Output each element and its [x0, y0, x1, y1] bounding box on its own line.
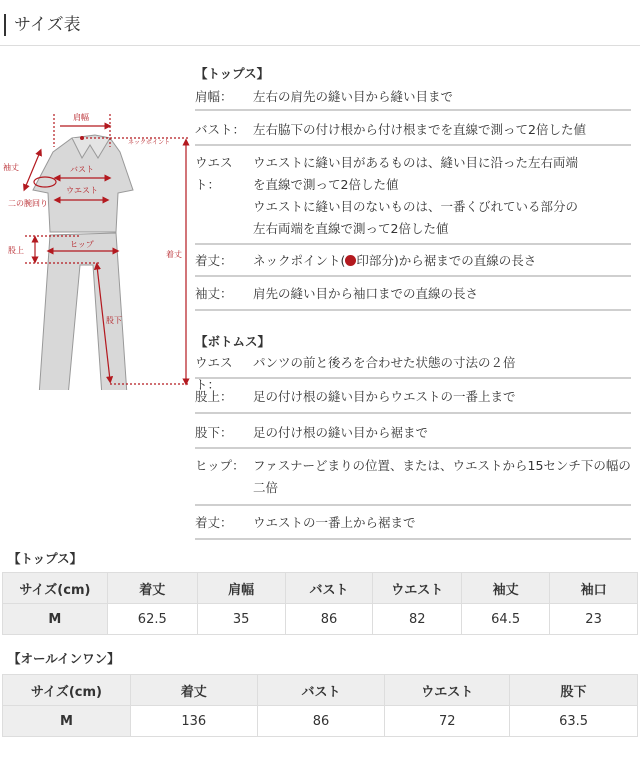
definition-line: 二倍: [253, 480, 279, 495]
divider: [0, 45, 640, 46]
bottoms-heading: 【ボトムス】: [195, 334, 271, 349]
definition-label: 着丈：: [195, 515, 233, 530]
definition-text: [253, 283, 633, 305]
definition-label: 着丈：: [195, 253, 233, 268]
definition-line: ウエストに縫い目のないものは、一番くびれている部分の: [253, 199, 579, 214]
table-cell: 86: [285, 604, 373, 635]
column-header: 着丈: [130, 675, 257, 706]
definition-row: [195, 111, 631, 146]
column-header: 袖口: [550, 573, 638, 604]
label-bust: バスト: [70, 165, 94, 174]
definition-label: 股下：: [195, 425, 233, 440]
table-cell: 136: [130, 706, 257, 737]
label-inseam: 股下: [106, 316, 122, 325]
definition-label: ヒップ：: [195, 458, 245, 473]
label-shoulder: 肩幅: [73, 113, 89, 122]
definition-line: ネックポイント( 印部分)から裾までの直線の長さ: [253, 253, 537, 268]
page-title: サイズ表: [4, 14, 81, 36]
label-waist: ウエスト: [66, 186, 98, 195]
column-header: 股下: [510, 675, 638, 706]
definition-line: 左右両端を直線で測って2倍した値: [253, 221, 449, 236]
label-rise: 股上: [8, 246, 24, 255]
table-cell: 62.5: [107, 604, 197, 635]
table-cell: 86: [257, 706, 385, 737]
table-row: [3, 604, 638, 635]
definition-text: [253, 152, 633, 240]
definition-label: 股上：: [195, 389, 233, 404]
table-cell: M: [3, 604, 108, 635]
garment-diagram: [0, 100, 195, 390]
definition-row: [195, 245, 631, 277]
definition-text: [253, 86, 633, 108]
neck-point-dot: [80, 136, 84, 140]
definition-line: 足の付け根の縫い目から裾まで: [253, 425, 429, 440]
definition-row: [195, 506, 631, 540]
definition-line: ファスナーどまりの位置、または、ウエストから15センチ下の幅の: [253, 458, 631, 473]
definition-text: [253, 386, 633, 408]
tops-size-table: [2, 572, 638, 635]
definition-row: [195, 277, 631, 311]
definition-text: [253, 250, 633, 272]
column-header: ウエスト: [373, 573, 462, 604]
label-length: 着丈: [166, 250, 182, 259]
column-header: サイズ(cm): [3, 675, 131, 706]
column-header: バスト: [285, 573, 373, 604]
pants-shape: [33, 233, 133, 390]
definition-label: バスト：: [195, 122, 246, 137]
definition-text: [253, 512, 633, 534]
definition-row: [195, 146, 631, 245]
definition-line: パンツの前と後ろを合わせた状態の寸法の２倍: [253, 355, 516, 370]
label-sleeve: 袖丈: [3, 163, 19, 172]
definition-line: 肩先の縫い目から袖口までの直線の長さ: [253, 286, 479, 301]
definition-text: [253, 119, 633, 141]
definition-line: 足の付け根の縫い目からウエストの一番上まで: [253, 389, 516, 404]
table-cell: 63.5: [510, 706, 638, 737]
label-hip: ヒップ: [70, 240, 94, 249]
column-header: 着丈: [107, 573, 197, 604]
definition-row: [195, 352, 631, 392]
red-dot-icon: [345, 255, 356, 266]
allinone-size-table: [2, 674, 638, 737]
definition-text: [253, 455, 633, 499]
definition-label: ウエスト：: [195, 155, 233, 192]
definition-line: 左右脇下の付け根から付け根までを直線で測って2倍した値: [253, 122, 586, 137]
definition-row: [195, 379, 631, 414]
table-row: [3, 706, 638, 737]
table-cell: 35: [197, 604, 285, 635]
tops-table-heading: 【トップス】: [8, 551, 83, 566]
table-header-row: [3, 675, 638, 706]
column-header: サイズ(cm): [3, 573, 108, 604]
tops-heading: 【トップス】: [195, 66, 270, 81]
definition-text: [253, 352, 633, 374]
definition-row: [195, 414, 631, 449]
definition-line: ウエストに縫い目があるものは、縫い目に沿った左右両端: [253, 155, 579, 170]
table-header-row: [3, 573, 638, 604]
definition-line: を直線で測って2倍した値: [253, 177, 399, 192]
table-cell: 82: [373, 604, 462, 635]
definition-line: ウエストの一番上から裾まで: [253, 515, 416, 530]
table-cell: M: [3, 706, 131, 737]
label-upper-arm: 二の腕回り: [8, 199, 48, 208]
table-cell: 72: [385, 706, 510, 737]
column-header: バスト: [257, 675, 385, 706]
table-cell: 23: [550, 604, 638, 635]
table-cell: 64.5: [462, 604, 550, 635]
definition-row: [195, 84, 631, 111]
definition-row: [195, 449, 631, 506]
column-header: 肩幅: [197, 573, 285, 604]
definition-label: 袖丈：: [195, 286, 233, 301]
definition-label: ウエスト：: [195, 355, 233, 392]
label-neck-point: ネックポイント: [128, 139, 171, 146]
column-header: 袖丈: [462, 573, 550, 604]
allinone-table-heading: 【オールインワン】: [8, 651, 120, 666]
definition-label: 肩幅：: [195, 89, 233, 104]
definition-text: [253, 422, 633, 444]
definition-line: 左右の肩先の縫い目から縫い目まで: [253, 89, 454, 104]
column-header: ウエスト: [385, 675, 510, 706]
